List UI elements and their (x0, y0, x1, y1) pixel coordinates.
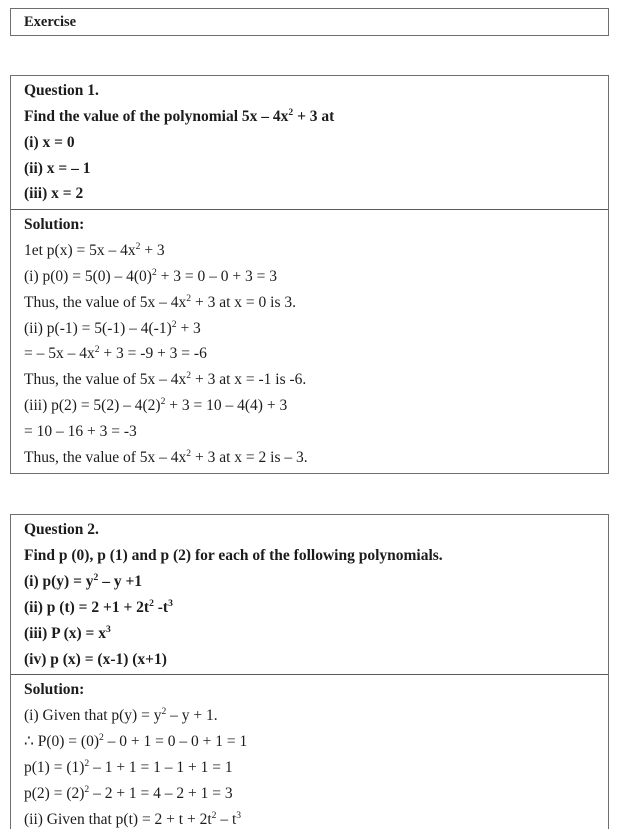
solution-2-lines (24, 703, 595, 829)
text-line: (i) $p(y) = y^2 - y +1$ (24, 572, 143, 591)
question-2-lines (24, 543, 595, 672)
text-line: Find the value of the polynomial $5x - 4x^2 + 3$ at (24, 106, 335, 125)
text-line: Thus, the value of $5x - 4x^2 + 3$ at x = 0 is 3. (24, 292, 296, 311)
text-line: = – $5x - 4x^2 + 3 = -9 + 3 = -6$ (24, 344, 207, 363)
question-1-lines (24, 104, 595, 207)
exercise-title: Exercise (24, 14, 77, 30)
text-line: Find p (0), p (1) and p (2) for each of the following polynomials. (24, 547, 443, 565)
text-line: (ii) $p(-1) = 5(-1) - 4(-1)^2 + 3$ (24, 318, 201, 337)
text-line: Thus, the value of $5x - 4x^2 + 3$ at x = -1 is -6. (24, 370, 307, 389)
solution-1-label: Solution: (24, 216, 85, 234)
solution-2-label: Solution: (24, 681, 85, 699)
text-line: $p(1) = (1)^2 - 1 + 1 = 1 - 1 + 1 = 1$ (24, 757, 233, 776)
question-1-statement (11, 76, 608, 209)
text-line: $p(2) = (2)^2 - 2 + 1 = 4 - 2 + 1 = 3$ (24, 783, 233, 802)
solution-1-lines (24, 238, 595, 470)
text-line: ∴ $P(0) = (0)^2 - 0 + 1 = 0 - 0 + 1 = 1$ (24, 731, 248, 751)
question-1-title: Question 1. (24, 82, 99, 99)
question-1-card (10, 75, 609, 474)
text-line: (iii) $p(2) = 5(2) - 4(2)^2 + 3 = 10 - 4(4) + 3$ (24, 395, 288, 414)
text-line: (ii) Given that $p(t) = 2 + t + 2t^2 - t^3$ (24, 809, 242, 828)
question-2-statement (11, 515, 608, 674)
text-line: (i) $p(0) = 5(0) - 4(0)^2 + 3 = 0 - 0 + 3 = 3$ (24, 266, 277, 285)
text-line: (ii) p $(t) = 2 +1 + 2t^2$ $-t^3$ (24, 597, 173, 616)
question-1-solution (11, 209, 608, 473)
question-2-title: Question 2. (24, 521, 99, 539)
text-line: (iv) p (x) = (x-1) (x+1) (24, 650, 167, 668)
question-2-card (10, 514, 609, 829)
text-line: (iii) P $(x) = x^3$ (24, 623, 111, 642)
exercise-header (10, 8, 609, 36)
text-line: = 10 – 16 + 3 = -3 (24, 422, 137, 440)
text-line: (i) Given that $p(y) = y^2 - y + 1$. (24, 706, 218, 725)
question-2-solution (11, 674, 608, 829)
text-line: (ii) x = – 1 (24, 159, 91, 177)
text-line: (i) x = 0 (24, 133, 75, 151)
text-line: Thus, the value of $5x - 4x^2 + 3$ at x = 2 is – 3. (24, 447, 308, 466)
text-line: (iii) x = 2 (24, 185, 84, 203)
text-line: 1et $p(x) = 5x - 4x^2 + 3$ (24, 241, 165, 260)
